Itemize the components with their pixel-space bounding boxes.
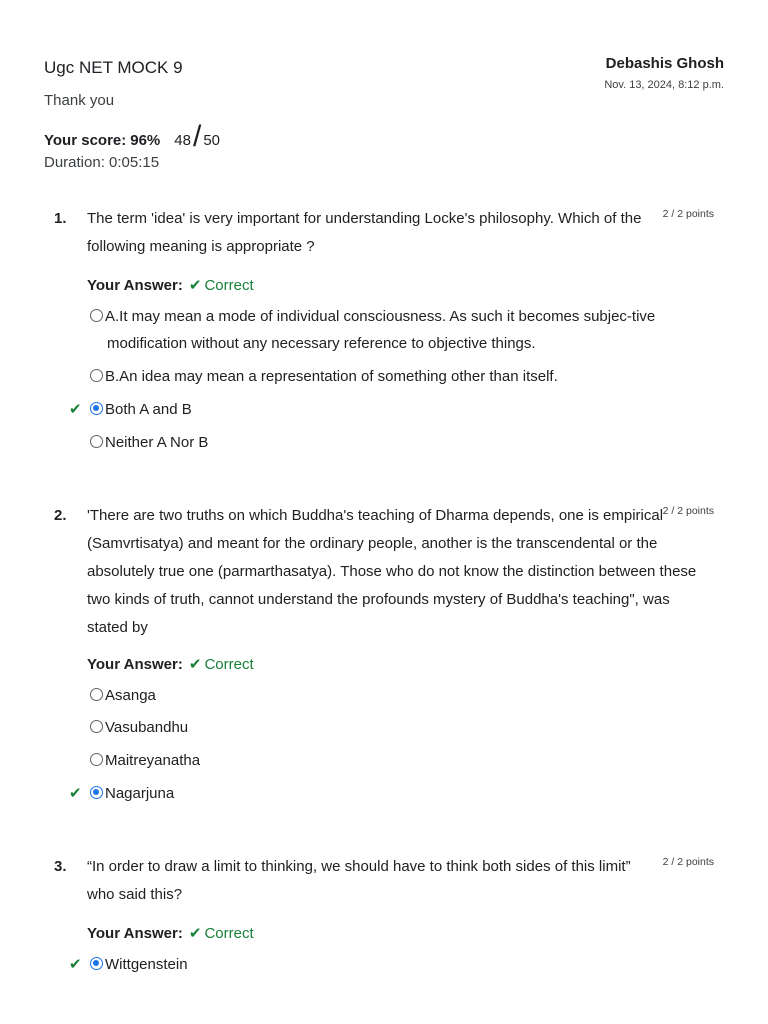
option[interactable] (90, 363, 690, 390)
question-text: 'There are two truths on which Buddha's teaching of Dharma depends, one is empirical (Samvrtisatya) and meant for the ordinary people, another is the transcendental or the absolutely true one (parmarthasatya). Those who do not know the distinction between these two kinds of truth, cannot understand the profounds mystery of Buddha's teaching", was stated by (87, 507, 697, 636)
option-text: Asanga (105, 687, 156, 704)
your-answer-row (87, 924, 254, 942)
option-text: A.It may mean a mode of individual consciousness. As such it becomes subjec-tive (105, 308, 656, 325)
radio-selected-icon[interactable] (90, 957, 103, 970)
option-text-continued: modification without any necessary reference to objective things. (107, 335, 536, 352)
user-name: Debashis Ghosh (605, 55, 724, 72)
quiz-duration: Duration: 0:05:15 (44, 154, 160, 171)
option-text: Both A and B (105, 401, 192, 418)
radio-empty-icon[interactable] (90, 309, 103, 322)
checkmark-icon: ✔ (69, 785, 82, 802)
option-text: Wittgenstein (105, 956, 188, 973)
option[interactable] (90, 682, 690, 709)
checkmark-icon: ✔ (188, 277, 202, 294)
option[interactable] (90, 714, 690, 741)
option-text: Maitreyanatha (105, 752, 201, 769)
option[interactable] (90, 303, 690, 357)
option-selected[interactable] (69, 951, 690, 978)
option-text: Neither A Nor B (105, 434, 209, 451)
radio-empty-icon[interactable] (90, 720, 103, 733)
question-points: 2 / 2 points (662, 208, 714, 220)
radio-empty-icon[interactable] (90, 369, 103, 382)
radio-empty-icon[interactable] (90, 753, 103, 766)
radio-selected-icon[interactable] (90, 402, 103, 415)
answer-verdict: Correct (204, 655, 254, 673)
thank-you-message: Thank you (44, 92, 115, 109)
answer-verdict: Correct (204, 924, 254, 942)
score-total: 50 (203, 131, 220, 149)
option-text: Vasubandhu (105, 719, 189, 736)
submission-timestamp: Nov. 13, 2024, 8:12 p.m. (604, 79, 724, 91)
option-selected[interactable] (69, 780, 690, 807)
question-points: 2 / 2 points (662, 505, 714, 517)
question-number: 1. (54, 210, 67, 227)
score-obtained: 48 (174, 131, 191, 149)
radio-empty-icon[interactable] (90, 435, 103, 448)
answer-verdict: Correct (204, 276, 254, 294)
score-divider: / (192, 120, 202, 153)
option[interactable] (90, 429, 690, 456)
quiz-title: Ugc NET MOCK 9 (44, 58, 183, 77)
option[interactable] (90, 747, 690, 774)
option-selected[interactable] (69, 396, 690, 423)
radio-empty-icon[interactable] (90, 688, 103, 701)
your-answer-row (87, 276, 254, 294)
option-text: Nagarjuna (105, 785, 175, 802)
checkmark-icon: ✔ (188, 656, 202, 673)
your-answer-row (87, 655, 254, 673)
radio-selected-icon[interactable] (90, 786, 103, 799)
question-points: 2 / 2 points (662, 856, 714, 868)
question-text: “In order to draw a limit to thinking, we should have to think both sides of this limit” who said this? (87, 858, 631, 903)
your-answer-label: Your Answer: (87, 924, 183, 942)
your-answer-label: Your Answer: (87, 655, 183, 673)
question-number: 2. (54, 507, 67, 524)
score-label: Your score: (44, 131, 127, 149)
checkmark-icon: ✔ (69, 401, 82, 418)
score-percent: 96% (130, 131, 161, 149)
checkmark-icon: ✔ (69, 956, 82, 973)
your-answer-label: Your Answer: (87, 276, 183, 294)
question-number: 3. (54, 858, 67, 875)
score-summary (44, 120, 220, 153)
checkmark-icon: ✔ (188, 925, 202, 942)
question-text: The term 'idea' is very important for understanding Locke's philosophy. Which of the following meaning is appropriate ? (87, 210, 642, 255)
option-text: B.An idea may mean a representation of something other than itself. (105, 368, 558, 385)
